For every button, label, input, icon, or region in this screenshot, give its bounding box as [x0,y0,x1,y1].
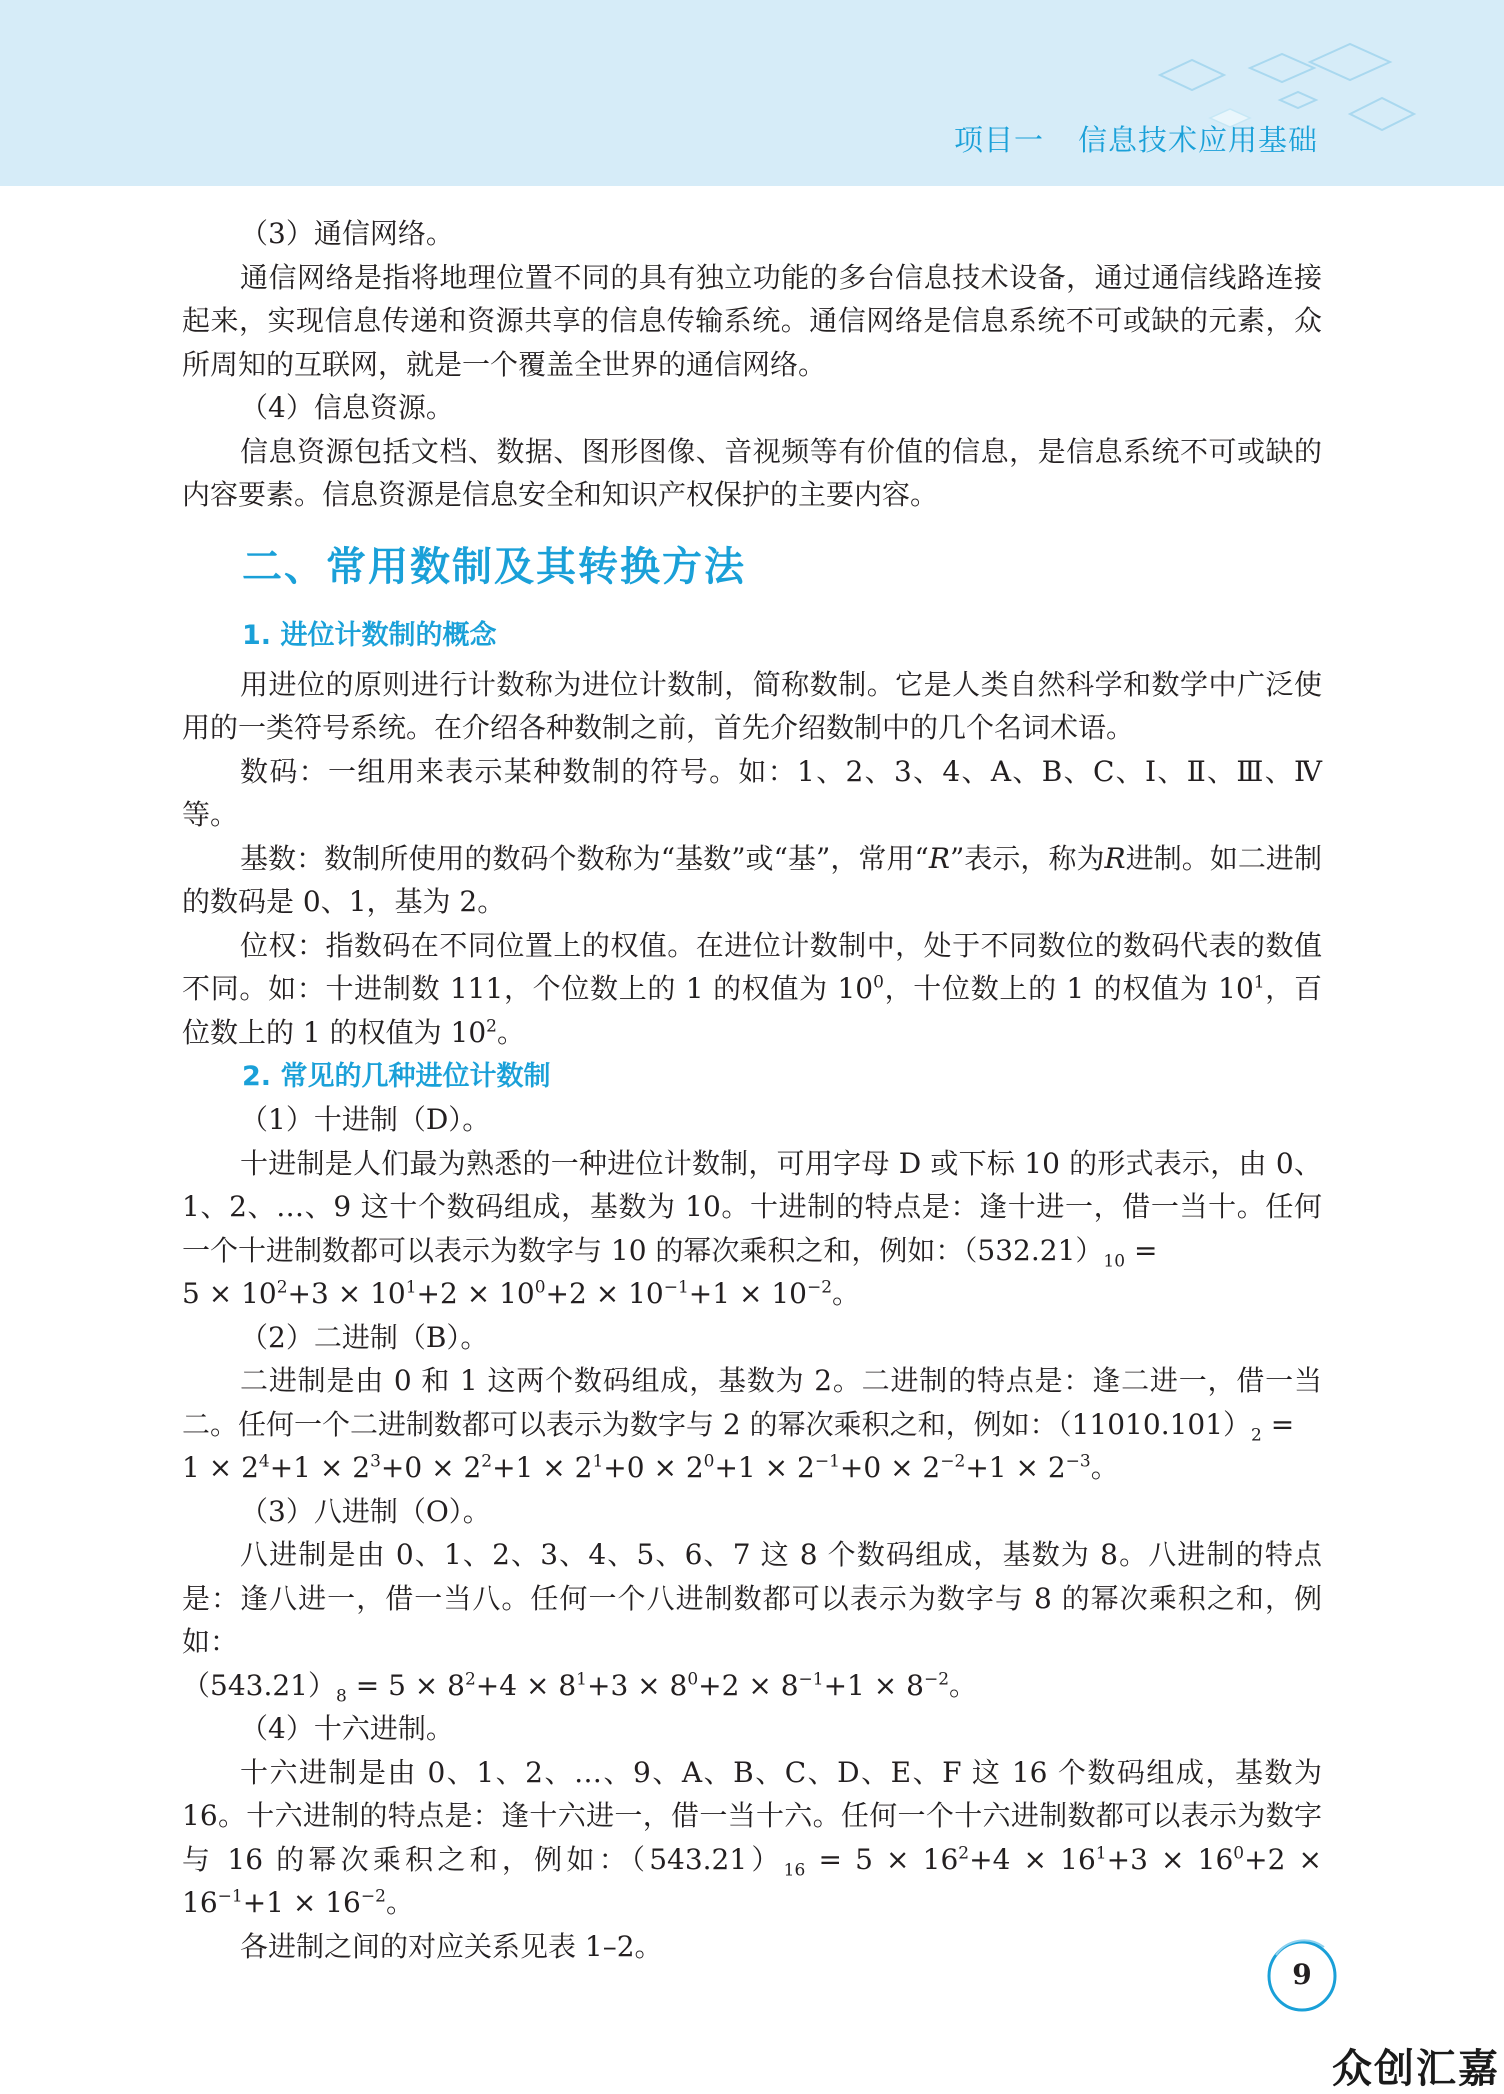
binary-subscript: 2 [1251,1425,1262,1446]
octal-expansion-formula: $(543.21)_8 = 5 \times 8^2+4 \times 8^1+3 \times 8^0+2 \times 8^{-1}+1 \times 8^{-2}$。 [182,1668,978,1707]
weight-text-d: 。 [496,1015,525,1049]
subsection-2-title: 2. 常见的几种进位计数制 [242,1061,551,1092]
page-content [182,212,1322,1968]
hex-heading: （4）十六进制。 [240,1712,454,1745]
section-title: 二、常用数制及其转换方法 [242,543,746,590]
subsection-1-title: 1. 进位计数制的概念 [242,619,497,651]
binary-heading: （2）二进制（B）。 [240,1320,489,1354]
radix-symbol: R [928,841,950,875]
decimal-equals: = [1125,1233,1158,1267]
weight-definition [182,924,1322,1055]
header-title-part1: 项目一 [953,123,1044,157]
watermark-text: 众创汇嘉 [1332,2046,1500,2092]
radix-symbol: R [1104,841,1126,875]
decimal-subscript: 10 [1103,1251,1126,1272]
weight-exponent: 0 [873,972,884,993]
weight-text-c: ，百位数上的 1 的权值为 10 [182,972,1322,1049]
binary-expansion-formula: $1 \times 2^4+1 \times 2^3+0 \times 2^2+1 \times 2^1+0 \times 2^0+1 \times 2^{-1}+0 \times 2^{-2}+1 \times 2^{-3}$。 [182,1451,1119,1484]
weight-exponent: 2 [486,1016,497,1037]
radix-text-c: 进制。如二进制的数码是 0、1，基为 2。 [182,841,1322,918]
table-reference: 各进制之间的对应关系见表 1–2。 [240,1929,663,1963]
header-title [954,118,1318,159]
info-resource-body: 信息资源包括文档、数据、图形图像、音视频等有价值的信息，是信息系统不可或缺的内容要素。信息资源是信息安全和知识产权保护的主要内容。 [182,434,1322,511]
page-number: 9 [1292,1958,1312,1991]
octal-body: 八进制是由 0、1、2、3、4、5、6、7 这 8 个数码组成，基数为 8。八进制的特点是：逢八进一，借一当八。任何一个八进制数都可以表示为数字与 8 的幂次乘积之和，例如： [182,1538,1322,1658]
digit-definition: 数码：一组用来表示某种数制的符号。如：1、2、3、4、A、B、C、Ⅰ、Ⅱ、Ⅲ、Ⅳ等。 [182,754,1322,831]
hex-subscript: 16 [783,1860,806,1881]
decimal-body [182,1142,1322,1273]
decimal-heading: （1）十进制（D）。 [240,1103,491,1136]
weight-text-a: 位权：指数码在不同位置上的权值。在进位计数制中，处于不同数位的数码代表的数值不同。如：十进制数 111，个位数上的 1 的权值为 10 [182,928,1322,1005]
binary-text: 二进制是由 0 和 1 这两个数码组成，基数为 2。二进制的特点是：逢二进一，借一当二。任何一个二进制数都可以表示为数字与 2 的幂次乘积之和，例如：（11010.101） [182,1364,1322,1441]
octal-lhs: （543.21） [182,1668,336,1702]
page-number-badge [1262,1935,1342,2015]
weight-text-b: ，十位数上的 1 的权值为 10 [883,972,1254,1005]
hex-text: 十六进制是由 0、1、2、…、9、A、B、C、D、E、F 这 16 个数码组成，基数为 16。十六进制的特点是：逢十六进一，借一当十六。任何一个十六进制数都可以表示为数字与 16 的幂次乘积之和，例如：（543.21） [182,1755,1322,1876]
weight-exponent: 1 [1253,972,1265,993]
info-resource-heading: （4）信息资源。 [240,391,454,424]
positional-notation-intro: 用进位的原则进行计数称为进位计数制，简称数制。它是人类自然科学和数学中广泛使用的一类符号系统。在介绍各种数制之前，首先介绍数制中的几个名词术语。 [182,667,1322,744]
octal-subscript: 8 [335,1686,347,1707]
decimal-text: 十进制是人们最为熟悉的一种进位计数制，可用字母 D 或下标 10 的形式表示，由 0、1、2、…、9 这十个数码组成，基数为 10。十进制的特点是：逢十进一，借一当十。任何一个十进制数都可以表示为数字与 10 的幂次乘积之和，例如：（532.21） [182,1146,1322,1267]
header-title-part2: 信息技术应用基础 [1077,123,1318,157]
binary-body [182,1359,1322,1446]
radix-text-a: 基数：数制所使用的数码个数称为“基数”或“基”，常用“ [240,841,929,875]
radix-definition [182,837,1322,924]
hex-body: 十六进制是由 0、1、2、…、9、A、B、C、D、E、F 这 16 个数码组成，基数为 16。十六进制的特点是：逢十六进一，借一当十六。任何一个十六进制数都可以表示为数字与 16 的幂次乘积之和，例如：$(543.21)_{16} = 5 \times 16^2+4 \times 16^1+3 \times 16^0+2 \times 16^{-1}+1 \times 16^{-2}$。 [182,1755,1323,1919]
octal-heading: （3）八进制（O）。 [240,1494,491,1528]
comm-network-body: 通信网络是指将地理位置不同的具有独立功能的多台信息技术设备，通过通信线路连接起来，实现信息传递和资源共享的信息传输系统。通信网络是信息系统不可或缺的元素，众所周知的互联网，就是一个覆盖全世界的通信网络。 [182,260,1322,381]
comm-network-heading: （3）通信网络。 [240,217,454,250]
binary-equals: = [1261,1407,1295,1441]
radix-text-b: ”表示，称为 [949,841,1105,875]
decimal-expansion-formula: $5 \times 10^2+3 \times 10^1+2 \times 10^0+2 \times 10^{-1}+1 \times 10^{-2}$。 [182,1277,861,1310]
